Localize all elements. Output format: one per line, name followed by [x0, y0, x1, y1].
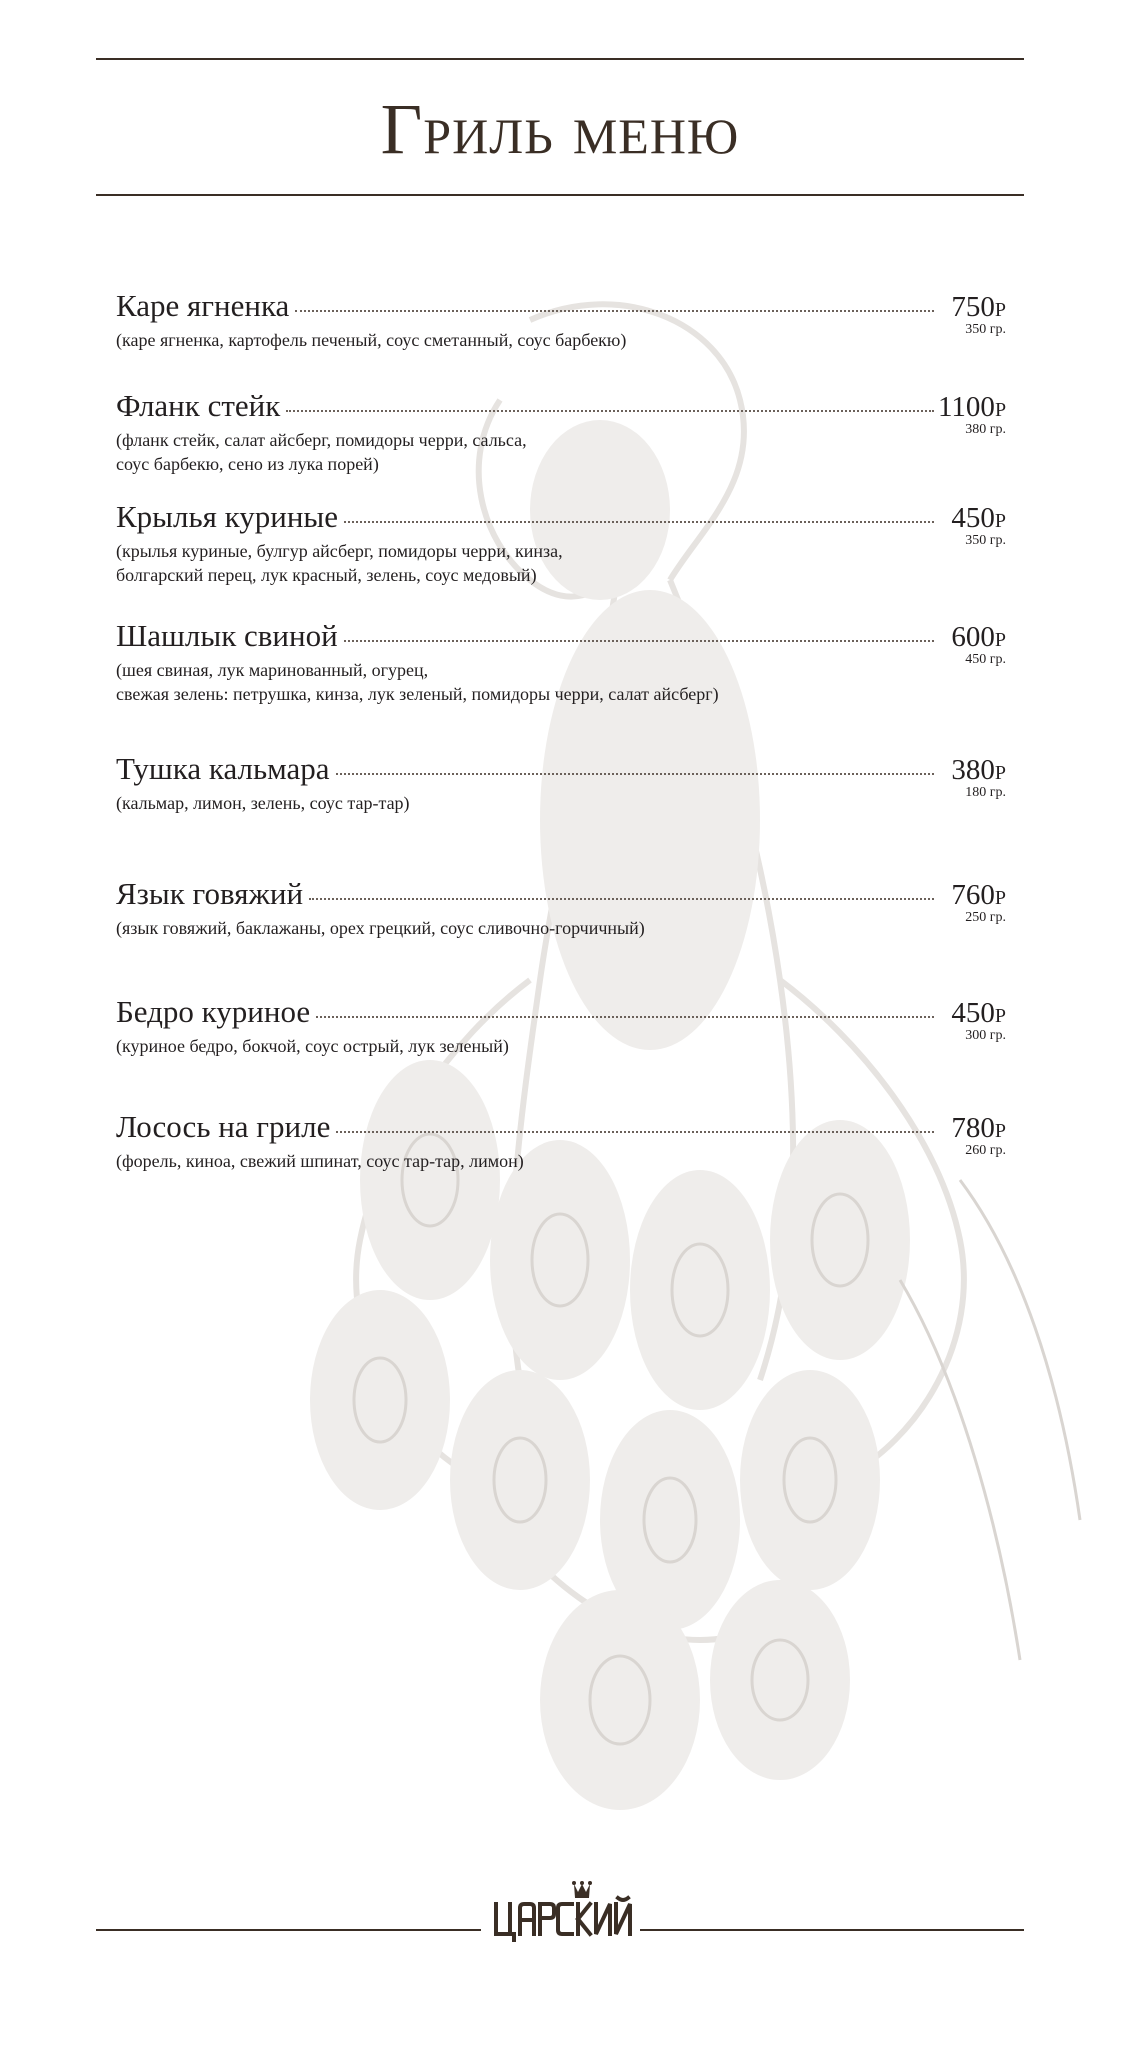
dot-leader	[336, 1131, 934, 1133]
dot-leader	[316, 1016, 934, 1018]
item-price: 760Р	[951, 879, 1006, 911]
menu-item	[116, 1107, 1006, 1173]
item-name: Каре ягненка	[116, 288, 290, 323]
dot-leader	[344, 640, 934, 642]
item-description: (кальмар, лимон, зелень, соус тар-тар)	[116, 793, 410, 813]
menu-item	[116, 749, 1006, 815]
item-description: (крылья куриные, булгур айсберг, помидоры черри, кинза, болгарский перец, лук красный, зелень, соус медовый)	[116, 541, 563, 585]
item-weight: 260 гр.	[965, 1143, 1006, 1158]
item-weight: 350 гр.	[965, 322, 1006, 337]
item-price: 750Р	[951, 291, 1006, 323]
item-price: 380Р	[951, 754, 1006, 786]
item-weight: 350 гр.	[965, 533, 1006, 548]
tsarskiy-logo	[490, 1880, 640, 1950]
item-description: (куриное бедро, бокчой, соус острый, лук зеленый)	[116, 1036, 509, 1056]
item-price: 780Р	[951, 1112, 1006, 1144]
item-price: 600Р	[951, 621, 1006, 653]
item-price: 450Р	[951, 997, 1006, 1029]
item-price: 1100Р	[938, 391, 1007, 423]
dot-leader	[286, 410, 934, 412]
item-name: Крылья куриные	[116, 499, 339, 534]
page-title: Гриль меню	[380, 89, 740, 169]
item-name: Фланк стейк	[116, 388, 281, 423]
item-weight: 180 гр.	[965, 785, 1006, 800]
item-description: (форель, киноа, свежий шпинат, соус тар-тар, лимон)	[116, 1151, 524, 1171]
dot-leader	[309, 898, 934, 900]
menu-item	[116, 874, 1006, 940]
menu-item	[116, 286, 1006, 352]
item-price: 450Р	[951, 502, 1006, 534]
title-rule	[96, 194, 1024, 196]
item-name: Тушка кальмара	[116, 751, 330, 786]
item-weight: 300 гр.	[965, 1028, 1006, 1043]
menu-item	[116, 992, 1006, 1058]
dot-leader	[336, 773, 934, 775]
item-name: Шашлык свиной	[116, 618, 338, 653]
item-weight: 380 гр.	[965, 422, 1006, 437]
item-weight: 250 гр.	[965, 910, 1006, 925]
item-name: Язык говяжий	[116, 876, 304, 911]
footer-rule-right	[640, 1929, 1024, 1931]
menu-item	[116, 497, 1006, 587]
item-name: Лосось на гриле	[116, 1109, 331, 1144]
item-description: (каре ягненка, картофель печеный, соус сметанный, соус барбекю)	[116, 330, 627, 350]
item-description: (язык говяжий, баклажаны, орех грецкий, соус сливочно-горчичный)	[116, 918, 645, 938]
item-weight: 450 гр.	[965, 652, 1006, 667]
dot-leader	[344, 521, 934, 523]
menu-item	[116, 386, 1006, 476]
item-description: (шея свиная, лук маринованный, огурец, свежая зелень: петрушка, кинза, лук зеленый, помидоры черри, салат айсберг)	[116, 660, 719, 704]
footer-rule-left	[96, 1929, 481, 1931]
dot-leader	[295, 310, 934, 312]
item-description: (фланк стейк, салат айсберг, помидоры черри, сальса, соус барбекю, сено из лука порей)	[116, 430, 527, 474]
top-rule	[96, 58, 1024, 60]
menu-item	[116, 616, 1006, 706]
item-name: Бедро куриное	[116, 994, 311, 1029]
